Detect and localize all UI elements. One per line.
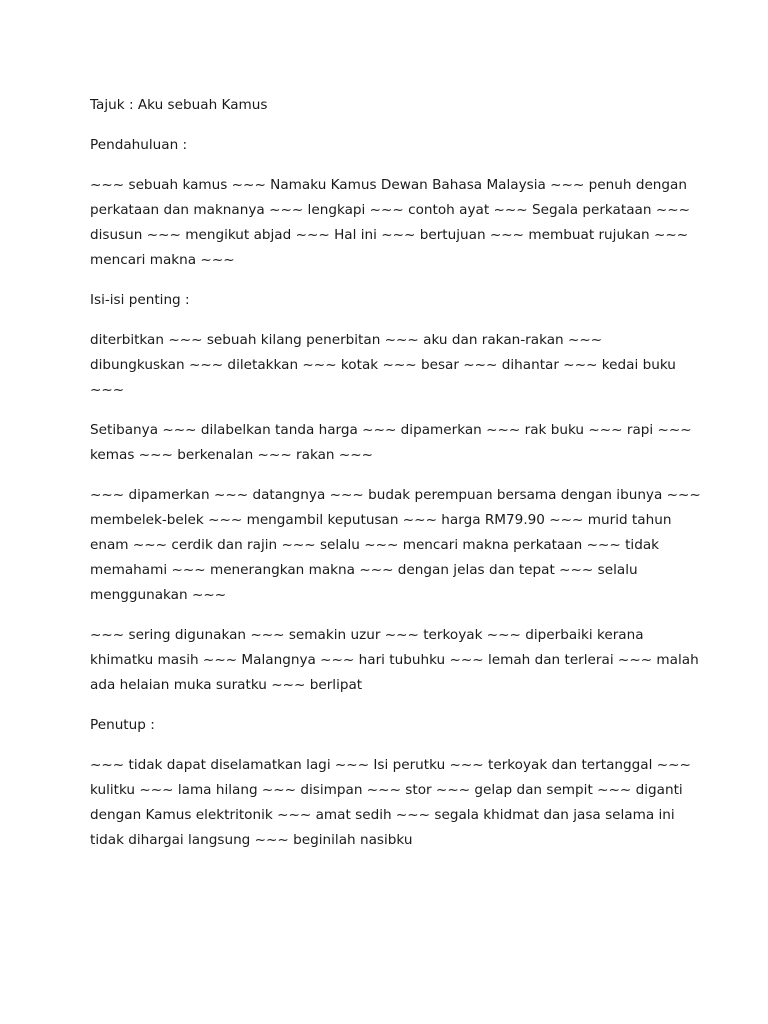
text-line: mencari makna ~~~ (90, 252, 235, 268)
text-line: Setibanya ~~~ dilabelkan tanda harga ~~~ dipamerkan ~~~ rak buku ~~~ rapi ~~~ (90, 422, 692, 438)
paragraph (90, 753, 730, 853)
text-line: ~~~ sebuah kamus ~~~ Namaku Kamus Dewan Bahasa Malaysia ~~~ penuh dengan (90, 177, 687, 193)
document-page (90, 93, 730, 868)
text-line: tidak dihargai langsung ~~~ beginilah nasibku (90, 832, 413, 848)
text-line: kemas ~~~ berkenalan ~~~ rakan ~~~ (90, 447, 374, 463)
text-line: ada helaian muka suratku ~~~ berlipat (90, 677, 363, 693)
section-heading: Pendahuluan : (90, 137, 188, 153)
text-line: perkataan dan maknanya ~~~ lengkapi ~~~ contoh ayat ~~~ Segala perkataan ~~~ (90, 202, 690, 218)
text-line: dibungkuskan ~~~ diletakkan ~~~ kotak ~~~ besar ~~~ dihantar ~~~ kedai buku (90, 357, 676, 373)
section-isi-isi-penting (90, 288, 730, 698)
text-line: kulitku ~~~ lama hilang ~~~ disimpan ~~~ stor ~~~ gelap dan sempit ~~~ diganti (90, 782, 683, 798)
text-line: ~~~ (90, 382, 125, 398)
text-line: enam ~~~ cerdik dan rajin ~~~ selalu ~~~ mencari makna perkataan ~~~ tidak (90, 537, 660, 553)
text-line: disusun ~~~ mengikut abjad ~~~ Hal ini ~~~ bertujuan ~~~ membuat rujukan ~~~ (90, 227, 689, 243)
text-line: diterbitkan ~~~ sebuah kilang penerbitan ~~~ aku dan rakan-rakan ~~~ (90, 332, 603, 348)
text-line: dengan Kamus elektritonik ~~~ amat sedih ~~~ segala khidmat dan jasa selama ini (90, 807, 675, 823)
section-pendahuluan (90, 133, 730, 273)
document-title: Tajuk : Aku sebuah Kamus (90, 97, 268, 113)
section-heading: Penutup : (90, 717, 155, 733)
text-line: ~~~ sering digunakan ~~~ semakin uzur ~~~ terkoyak ~~~ diperbaiki kerana (90, 627, 644, 643)
paragraph (90, 418, 730, 468)
text-line: ~~~ dipamerkan ~~~ datangnya ~~~ budak perempuan bersama dengan ibunya ~~~ (90, 487, 701, 503)
text-line: memahami ~~~ menerangkan makna ~~~ dengan jelas dan tepat ~~~ selalu (90, 562, 638, 578)
section-heading: Isi-isi penting : (90, 292, 190, 308)
paragraph (90, 483, 730, 608)
text-line: menggunakan ~~~ (90, 587, 227, 603)
text-line: khimatku masih ~~~ Malangnya ~~~ hari tubuhku ~~~ lemah dan terlerai ~~~ malah (90, 652, 699, 668)
paragraph (90, 173, 730, 273)
paragraph (90, 623, 730, 698)
text-line: ~~~ tidak dapat diselamatkan lagi ~~~ Isi perutku ~~~ terkoyak dan tertanggal ~~~ (90, 757, 691, 773)
text-line: membelek-belek ~~~ mengambil keputusan ~~~ harga RM79.90 ~~~ murid tahun (90, 512, 672, 528)
paragraph (90, 328, 730, 403)
section-penutup (90, 713, 730, 853)
